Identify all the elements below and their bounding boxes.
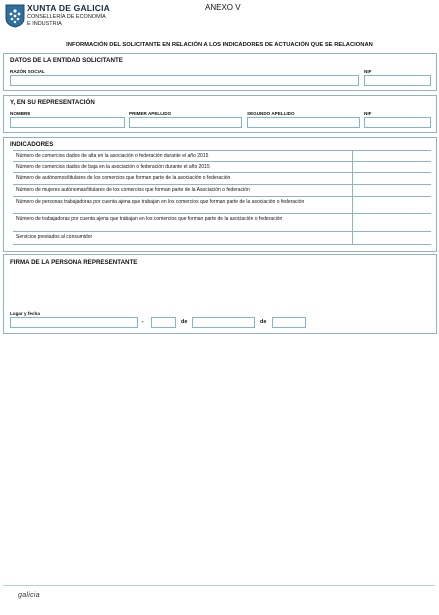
org-department-line-1: CONSELLERÍA DE ECONOMÍA bbox=[27, 14, 106, 20]
org-department bbox=[27, 14, 106, 27]
de-separator-2: de bbox=[260, 319, 267, 325]
segundo-apellido-field[interactable] bbox=[247, 117, 360, 128]
entity-section bbox=[3, 53, 437, 91]
org-name: XUNTA DE GALICIA bbox=[27, 3, 111, 13]
indicator-label: Servicios prestados al consumidor bbox=[16, 234, 93, 240]
indicator-label: Número de mujeres autónomas/titulares de los comercios que forman parte de la Asociación o federación bbox=[16, 187, 250, 193]
nombre-field[interactable] bbox=[10, 117, 125, 128]
place-field[interactable] bbox=[10, 317, 138, 328]
indicator-label: Número de comercios dados de baja en la asociación o federación durante el año 2015 bbox=[16, 164, 210, 170]
primer-apellido-field[interactable] bbox=[129, 117, 242, 128]
comma-separator: , bbox=[142, 318, 144, 324]
indicator-value-field[interactable] bbox=[352, 197, 432, 214]
month-field[interactable] bbox=[192, 317, 255, 328]
primer-apellido-label: PRIMER APELLIDO bbox=[129, 111, 172, 116]
de-separator-1: de bbox=[181, 319, 188, 325]
signature-section bbox=[3, 254, 437, 334]
indicators-section-title: INDICADORES bbox=[10, 141, 54, 148]
annex-title: ANEXO V bbox=[205, 3, 241, 12]
org-department-line-2: E INDUSTRIA bbox=[27, 20, 62, 27]
representative-nif-label: NIF bbox=[364, 111, 372, 116]
indicator-label: Número de trabajadoras por cuenta ajena que trabajan en los comercios que forman parte de la asociación o federación bbox=[16, 216, 283, 222]
xunta-de-galicia-emblem-icon bbox=[5, 4, 25, 28]
nombre-label: NOMBRE bbox=[10, 111, 31, 116]
representative-nif-field[interactable] bbox=[364, 117, 431, 128]
representative-section-title: Y, EN SU REPRESENTACIÓN bbox=[10, 99, 95, 106]
year-field[interactable] bbox=[272, 317, 306, 328]
segundo-apellido-label: SEGUNDO APELLIDO bbox=[247, 111, 295, 116]
footer-divider bbox=[3, 585, 435, 614]
indicator-value-field[interactable] bbox=[352, 214, 432, 232]
representative-section bbox=[3, 95, 437, 133]
indicator-label: Número de personas trabajadoras por cuenta ajena que trabajan en los comercios que forman parte de la asociación o federación bbox=[16, 199, 305, 205]
indicator-label: Número de autónomos/titulares de los comercios que forman parte de la asociación o federación bbox=[16, 175, 231, 181]
indicator-row bbox=[13, 213, 431, 232]
entity-section-title: DATOS DE LA ENTIDAD SOLICITANTE bbox=[10, 57, 123, 64]
indicators-section bbox=[3, 137, 437, 252]
razon-social-field[interactable] bbox=[10, 75, 359, 86]
indicator-row bbox=[13, 231, 431, 245]
indicator-row bbox=[13, 196, 431, 214]
day-field[interactable] bbox=[151, 317, 176, 328]
entity-nif-field[interactable] bbox=[364, 75, 431, 86]
razon-social-label: RAZÓN SOCIAL bbox=[10, 69, 45, 74]
indicator-value-field[interactable] bbox=[352, 232, 432, 244]
galicia-footer-logo: galicia bbox=[18, 592, 40, 599]
form-title: INFORMACIÓN DEL SOLICITANTE EN RELACIÓN A LOS INDICADORES DE ACTUACIÓN QUE SE RELACIONAN bbox=[66, 42, 373, 48]
entity-nif-label: NIF bbox=[364, 69, 372, 74]
signature-section-title: FIRMA DE LA PERSONA REPRESENTANTE bbox=[10, 259, 138, 266]
indicator-label: Número de comercios dados de alta en la asociación o federación durante el año 2015 bbox=[16, 153, 209, 159]
place-date-label: Lugar y fecha bbox=[10, 311, 40, 316]
